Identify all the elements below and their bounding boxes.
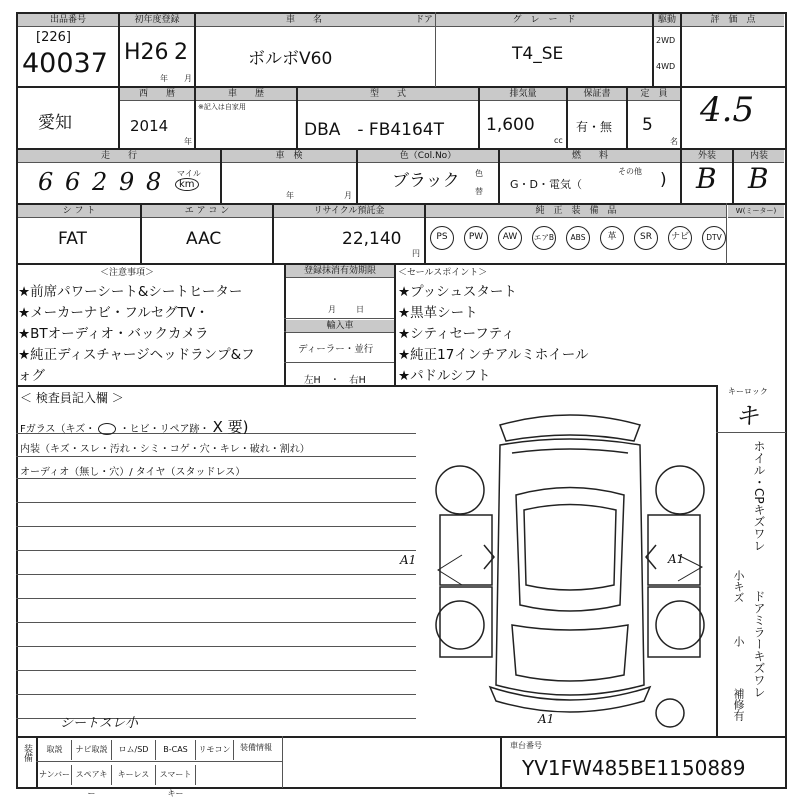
key-lock-label: キーロック <box>728 387 768 396</box>
color-change-1: 色 <box>475 169 483 178</box>
ac-label: エ ア コ ン <box>142 205 272 218</box>
mileage-digit: 6 <box>38 168 54 196</box>
chassis-number: YV1FW485BE1150889 <box>522 756 746 780</box>
shift: FAT <box>58 229 87 249</box>
interior-line: 内装（キズ・スレ・汚れ・シミ・コゲ・穴・キレ・破れ・割れ） <box>20 444 310 455</box>
equip-side-label: 装備 <box>22 744 32 762</box>
mileage-digits <box>38 168 178 198</box>
equipment-badge: DTV <box>702 226 726 250</box>
warranty-label: 保証書 <box>568 88 626 101</box>
mileage-unit-mile: マイル <box>177 169 201 178</box>
glass-text: Fガラス（キズ・ <box>20 424 96 435</box>
recycle-fee: 22,140 <box>342 229 402 249</box>
door-mirror-text: ドアミラーキズワレ <box>752 590 766 698</box>
chassis-label: 車台番号 <box>510 741 542 750</box>
year-unit: 年 <box>160 74 168 83</box>
sales-point: ★黒革シート <box>398 305 478 321</box>
small-scratch-text: 小キズ <box>732 570 745 603</box>
displacement-unit: cc <box>554 136 563 145</box>
int-label: 内装 <box>734 150 784 163</box>
drive-label: 駆動 <box>654 14 680 27</box>
caution-item: ★BTオーディオ・バックカメラ <box>18 326 209 342</box>
caution-item: ォグ <box>18 368 45 384</box>
first-reg-era-year: H26 <box>124 40 169 65</box>
mileage-digit: 2 <box>92 168 108 196</box>
footer-equip-item: キーレス <box>112 765 156 785</box>
drive-4wd: 4WD <box>656 62 676 71</box>
warranty-value: 有・無 <box>576 120 613 134</box>
repair-text: 補修有 <box>732 688 745 721</box>
footer-equip-item: スペアキー <box>72 765 112 785</box>
equipment-label: 純 正 装 備 品 <box>426 205 726 218</box>
ext-label: 外装 <box>682 150 732 163</box>
recycle-label: リサイクル預託金 <box>274 205 424 218</box>
caution-label: ＜注意事項＞ <box>100 268 155 278</box>
dealer-type: ディーラー・並行 <box>298 344 374 355</box>
car-name-label: 車 名 <box>196 14 412 27</box>
fuel-other: その他 <box>618 167 642 176</box>
inspection-label: 車 検 <box>222 150 356 163</box>
sales-point: ★純正17インチアルミホイール <box>398 347 589 363</box>
mileage-digit: 6 <box>65 168 81 196</box>
expiry-day: 日 <box>356 305 364 314</box>
equipment-list <box>430 226 770 256</box>
handle-side: 左H ・ 右H <box>304 375 366 386</box>
grade: T4_SE <box>512 44 564 64</box>
history-label: 車 歴 <box>196 88 296 101</box>
capacity: 5 <box>642 115 653 135</box>
footer-equip-item: ナンバー <box>38 765 72 785</box>
glass-scratch-mark <box>98 423 116 435</box>
model-code: DBA - FB4164T <box>304 120 445 140</box>
inspection-year-unit: 年 <box>286 191 294 200</box>
glass-x-mark: X 要) <box>212 418 249 436</box>
displacement: 1,600 <box>486 115 535 135</box>
fuel-types: G・D・電気（ <box>510 178 582 191</box>
first-reg-month: 2 <box>174 40 188 65</box>
equipment-badge: SR <box>634 226 658 250</box>
equipment-badge: PW <box>464 226 488 250</box>
lot-prefix: [226] <box>36 30 71 45</box>
handwritten-note: シートスレ小 <box>60 716 138 731</box>
lot-number: 40037 <box>22 48 108 79</box>
equipment-badge: ABS <box>566 226 590 250</box>
equip-info-label: 装備情報 <box>240 743 272 752</box>
drive-2wd: 2WD <box>656 36 676 45</box>
interior-grade: B <box>748 162 769 195</box>
history-sub: ※記入は自家用 <box>198 103 246 111</box>
equipment-badge: ナビ <box>668 226 692 250</box>
exterior-grade: B <box>696 162 717 195</box>
inspection-month-unit: 月 <box>344 191 352 200</box>
grade-label: グ レ ー ド <box>436 14 652 27</box>
color-change-2: 替 <box>475 187 483 196</box>
first-reg-label: 初年度登録 <box>120 14 194 27</box>
region-label: 西 暦 <box>120 88 194 101</box>
footer-equip-item: ロム/SD <box>112 740 156 760</box>
inspector-title: ＜ 検査員記入欄 ＞ <box>20 391 124 405</box>
shift-label: シ フ ト <box>18 205 140 218</box>
extra-label: W(ミーター) <box>728 205 784 218</box>
air-conditioner: AAC <box>186 229 222 249</box>
year-unit-2: 年 <box>184 137 192 146</box>
equipment-badge: AW <box>498 226 522 250</box>
caution-item: ★メーカーナビ・フルセグTV・ <box>18 305 209 321</box>
color-label: 色（Col.No） <box>358 150 498 163</box>
mileage-digit: 9 <box>119 168 135 196</box>
recycle-unit: 円 <box>412 249 420 258</box>
equipment-badge: エアB <box>532 226 556 250</box>
equipment-badge: PS <box>430 226 454 250</box>
mileage-label: 走 行 <box>18 150 220 163</box>
door-label: ドア <box>412 14 436 27</box>
model-year: 2014 <box>130 117 169 135</box>
displacement-label: 排気量 <box>480 88 566 101</box>
audio-line: オーディオ（無し・穴）/ タイヤ（スタッドレス） <box>20 467 246 478</box>
footer-equip-item: B-CAS <box>156 740 196 760</box>
expiry-month: 月 <box>328 305 336 314</box>
region: 愛知 <box>38 113 72 133</box>
sales-point: ★シティセーフティ <box>398 326 515 342</box>
footer-equip-item: 取説 <box>38 740 72 760</box>
capacity-unit: 名 <box>670 137 678 146</box>
wheel-cap-text: ホイル・CPキズワレ <box>752 440 766 552</box>
body-color: ブラック <box>392 171 460 191</box>
mileage-unit-km: km <box>175 178 199 191</box>
mileage-digit: 8 <box>146 168 162 196</box>
footer-equip-item: スマートキー <box>156 765 196 785</box>
model-label: 型 式 <box>298 88 478 101</box>
damage-mark-right: A1 <box>668 552 685 566</box>
key-lock-mark: キ <box>735 402 759 430</box>
caution-item: ★純正ディスチャージヘッドランプ&フ <box>18 347 255 363</box>
capacity-label: 定 員 <box>628 88 680 101</box>
fuel-label: 燃 料 <box>500 150 680 163</box>
lot-label: 出品番号 <box>18 14 118 27</box>
month-unit: 月 <box>184 74 192 83</box>
small-u-text: 小 <box>732 636 745 647</box>
car-name: ボルボV60 <box>248 49 333 69</box>
import-label: 輸入車 <box>286 320 394 333</box>
fuel-close: ) <box>660 170 667 190</box>
equipment-badge: 革 <box>600 226 624 250</box>
reg-expiry-label: 登録抹消有効期限 <box>286 265 394 278</box>
caution-item: ★前席パワーシート&シートヒーター <box>18 284 243 300</box>
damage-mark-left: A1 <box>400 553 417 567</box>
sales-point: ★プッシュスタート <box>398 284 517 300</box>
score-label: 評 価 点 <box>682 14 784 27</box>
sales-point: ★パドルシフト <box>398 368 491 384</box>
glass-rest: ・ヒビ・リペア跡・ <box>119 424 210 435</box>
damage-mark-bottom: A1 <box>538 712 555 726</box>
footer-equip-item: リモコン <box>196 740 234 760</box>
glass-line <box>20 416 249 437</box>
sales-label: ＜セールスポイント＞ <box>398 268 488 278</box>
footer-equip-item: ナビ取説 <box>72 740 112 760</box>
score-value: 4.5 <box>700 90 755 130</box>
